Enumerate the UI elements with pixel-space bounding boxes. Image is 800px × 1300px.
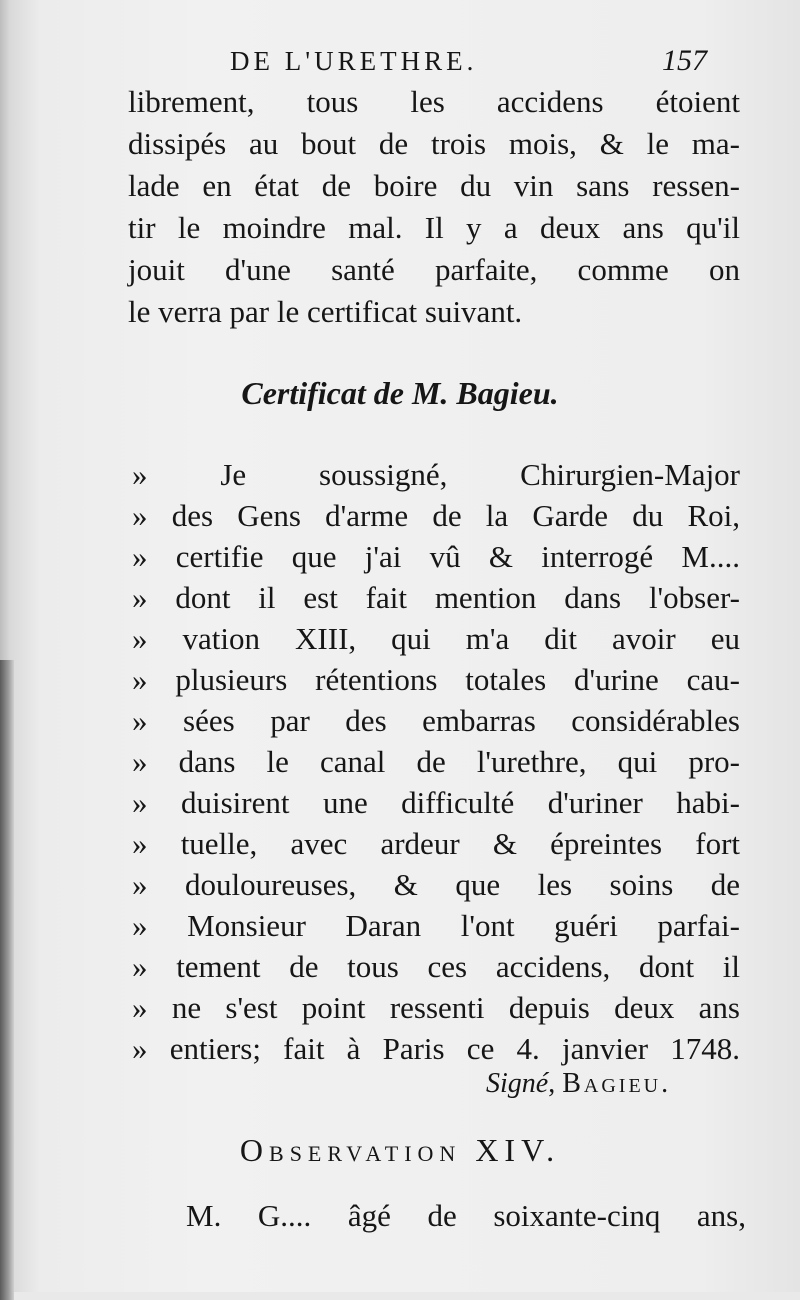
text-line: » entiers; fait à Paris ce 4. janvier 1748. <box>132 1031 740 1066</box>
running-head: DE L'URETHRE. <box>230 46 478 76</box>
text-line: » vation XIII, qui m'a dit avoir eu <box>132 621 740 656</box>
text-line: » plusieurs rétentions totales d'urine cau- <box>132 662 740 697</box>
text-line: » Je soussigné, Chirurgien-Major <box>132 457 740 492</box>
text-line: » duisirent une difficulté d'uriner habi- <box>132 785 740 820</box>
text-line: » des Gens d'arme de la Garde du Roi, <box>132 498 740 533</box>
text-line: dissipés au bout de trois mois, & le ma- <box>128 126 740 161</box>
book-gutter <box>0 660 14 1300</box>
observation-heading: Observation XIV. <box>239 1132 561 1168</box>
text-line: » sées par des embarras considérables <box>132 703 740 738</box>
text-line: » douloureuses, & que les soins de <box>132 867 740 902</box>
signature-name: Bagieu. <box>562 1068 672 1099</box>
signature-line: Signé, Bagieu. <box>486 1068 672 1099</box>
text-line: » ne s'est point ressenti depuis deux ans <box>132 990 740 1025</box>
page-number: 157 <box>662 44 707 77</box>
text-line: » tuelle, avec ardeur & épreintes fort <box>132 826 740 861</box>
signature-label: Signé <box>486 1068 549 1099</box>
text-line: » dont il est fait mention dans l'obser- <box>132 580 740 615</box>
text-line: jouit d'une santé parfaite, comme on <box>128 252 740 287</box>
text-line: » Monsieur Daran l'ont guéri parfai- <box>132 908 740 943</box>
text-line: M. G.... âgé de soixante-cinq ans, <box>186 1198 746 1233</box>
text-line: lade en état de boire du vin sans ressen- <box>128 168 740 203</box>
certificate-heading: Certificat de M. Bagieu. <box>241 375 559 411</box>
text-line: le verra par le certificat suivant. <box>128 294 523 329</box>
text-line: » certifie que j'ai vû & interrogé M.... <box>132 539 740 574</box>
text-line: librement, tous les accidens étoient <box>128 84 740 119</box>
text-line: » tement de tous ces accidens, dont il <box>132 949 740 984</box>
text-line: tir le moindre mal. Il y a deux ans qu'il <box>128 210 740 245</box>
text-line: » dans le canal de l'urethre, qui pro- <box>132 744 740 779</box>
